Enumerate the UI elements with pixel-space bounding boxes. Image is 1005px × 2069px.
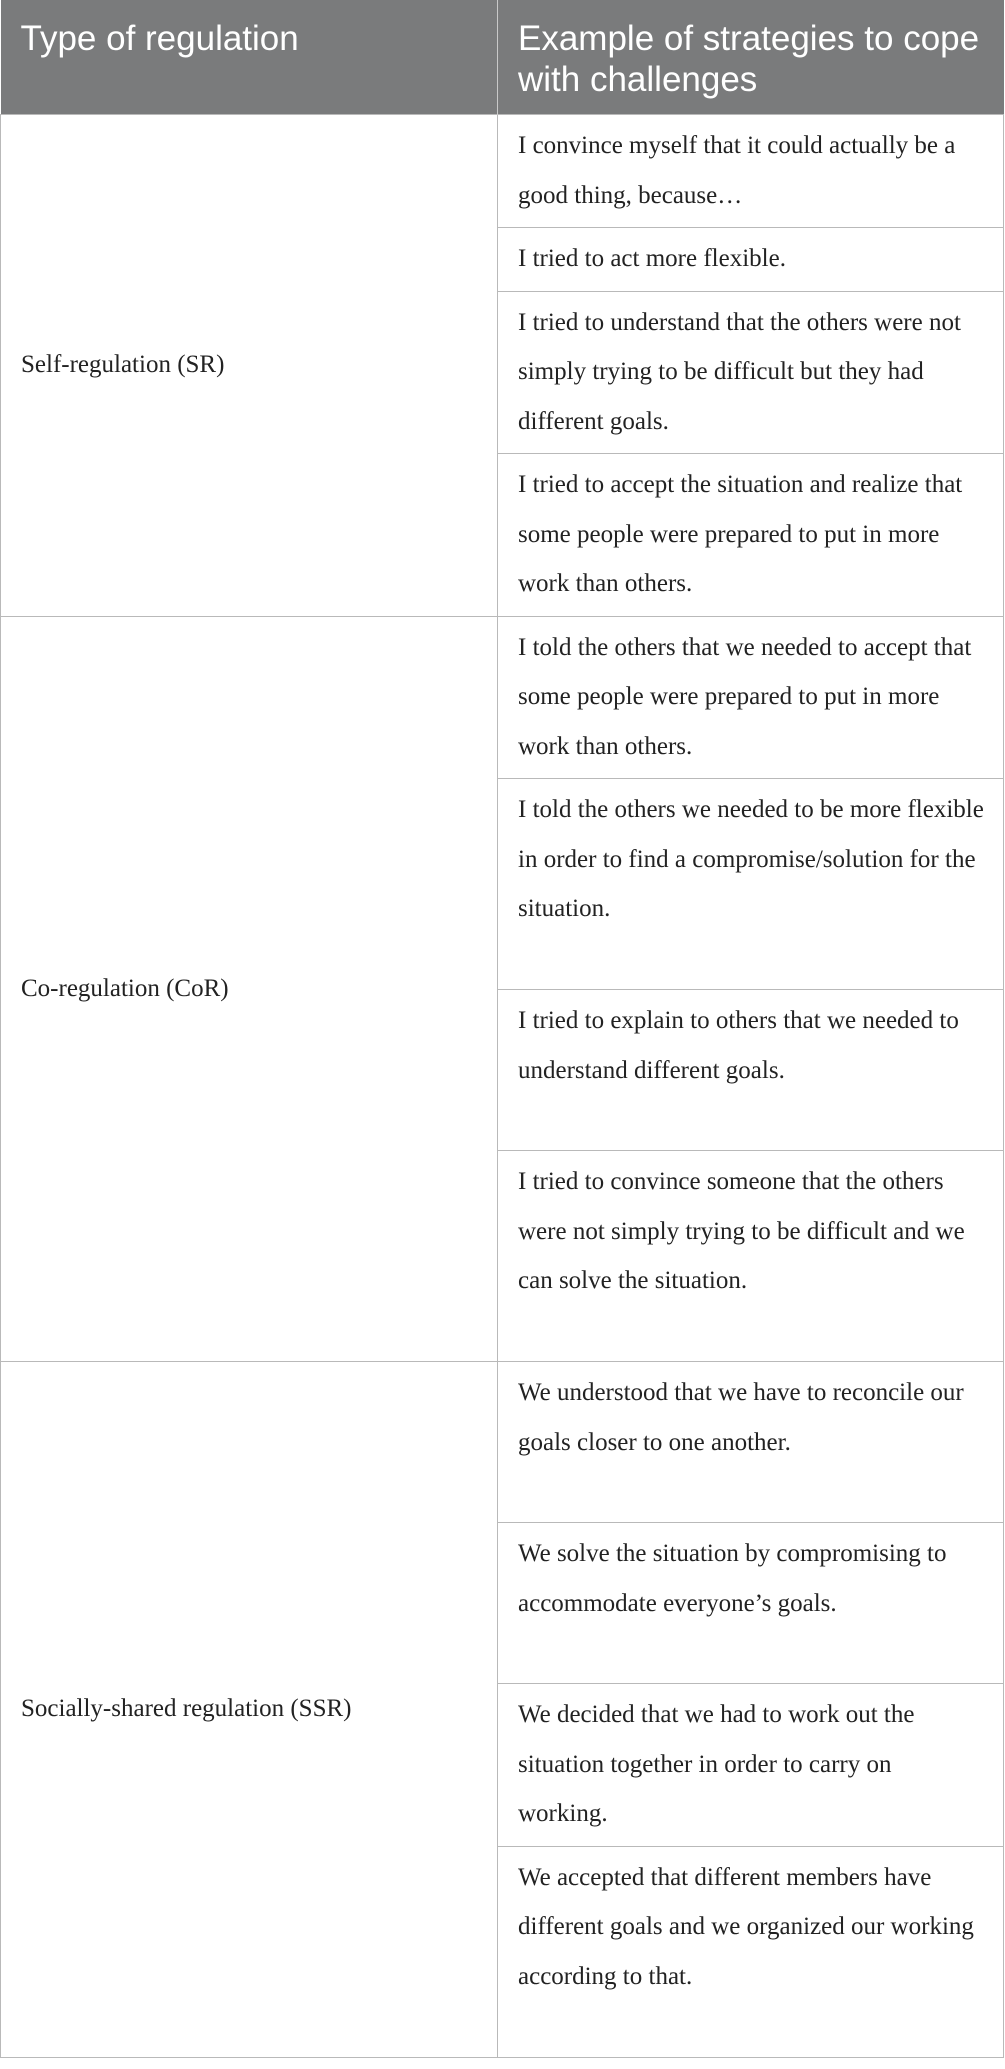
table-row <box>1 616 1004 779</box>
strategy-cell: I tried to explain to others that we needed to understand different goals. <box>498 990 1004 1151</box>
strategy-cell: I tried to act more flexible. <box>498 228 1004 292</box>
type-cell-self-regulation: Self-regulation (SR) <box>1 115 498 617</box>
header-row <box>1 0 1004 115</box>
table-row <box>1 115 1004 228</box>
strategy-cell: I told the others that we needed to accept that some people were prepared to put in more work than others. <box>498 616 1004 779</box>
strategy-cell: We decided that we had to work out the situation together in order to carry on working. <box>498 1684 1004 1847</box>
header-example-strategies: Example of strategies to cope with challenges <box>498 0 1004 115</box>
strategy-cell: We accepted that different members have different goals and we organized our working according to that. <box>498 1846 1004 2057</box>
strategy-cell: I tried to understand that the others were not simply trying to be difficult but they had different goals. <box>498 291 1004 454</box>
strategy-cell: I told the others we needed to be more flexible in order to find a compromise/solution for the situation. <box>498 779 1004 990</box>
table-row <box>1 1362 1004 1523</box>
header-type-of-regulation: Type of regulation <box>1 0 498 115</box>
strategy-cell: I tried to convince someone that the others were not simply trying to be difficult and we can solve the situation. <box>498 1151 1004 1362</box>
strategy-cell: We understood that we have to reconcile our goals closer to one another. <box>498 1362 1004 1523</box>
table-header <box>1 0 1004 115</box>
strategy-cell: We solve the situation by compromising to accommodate everyone’s goals. <box>498 1523 1004 1684</box>
strategy-cell: I convince myself that it could actually be a good thing, because… <box>498 115 1004 228</box>
type-cell-socially-shared-regulation: Socially-shared regulation (SSR) <box>1 1362 498 2058</box>
type-cell-co-regulation: Co-regulation (CoR) <box>1 616 498 1362</box>
table-body <box>1 115 1004 2058</box>
strategy-cell: I tried to accept the situation and realize that some people were prepared to put in more work than others. <box>498 454 1004 617</box>
